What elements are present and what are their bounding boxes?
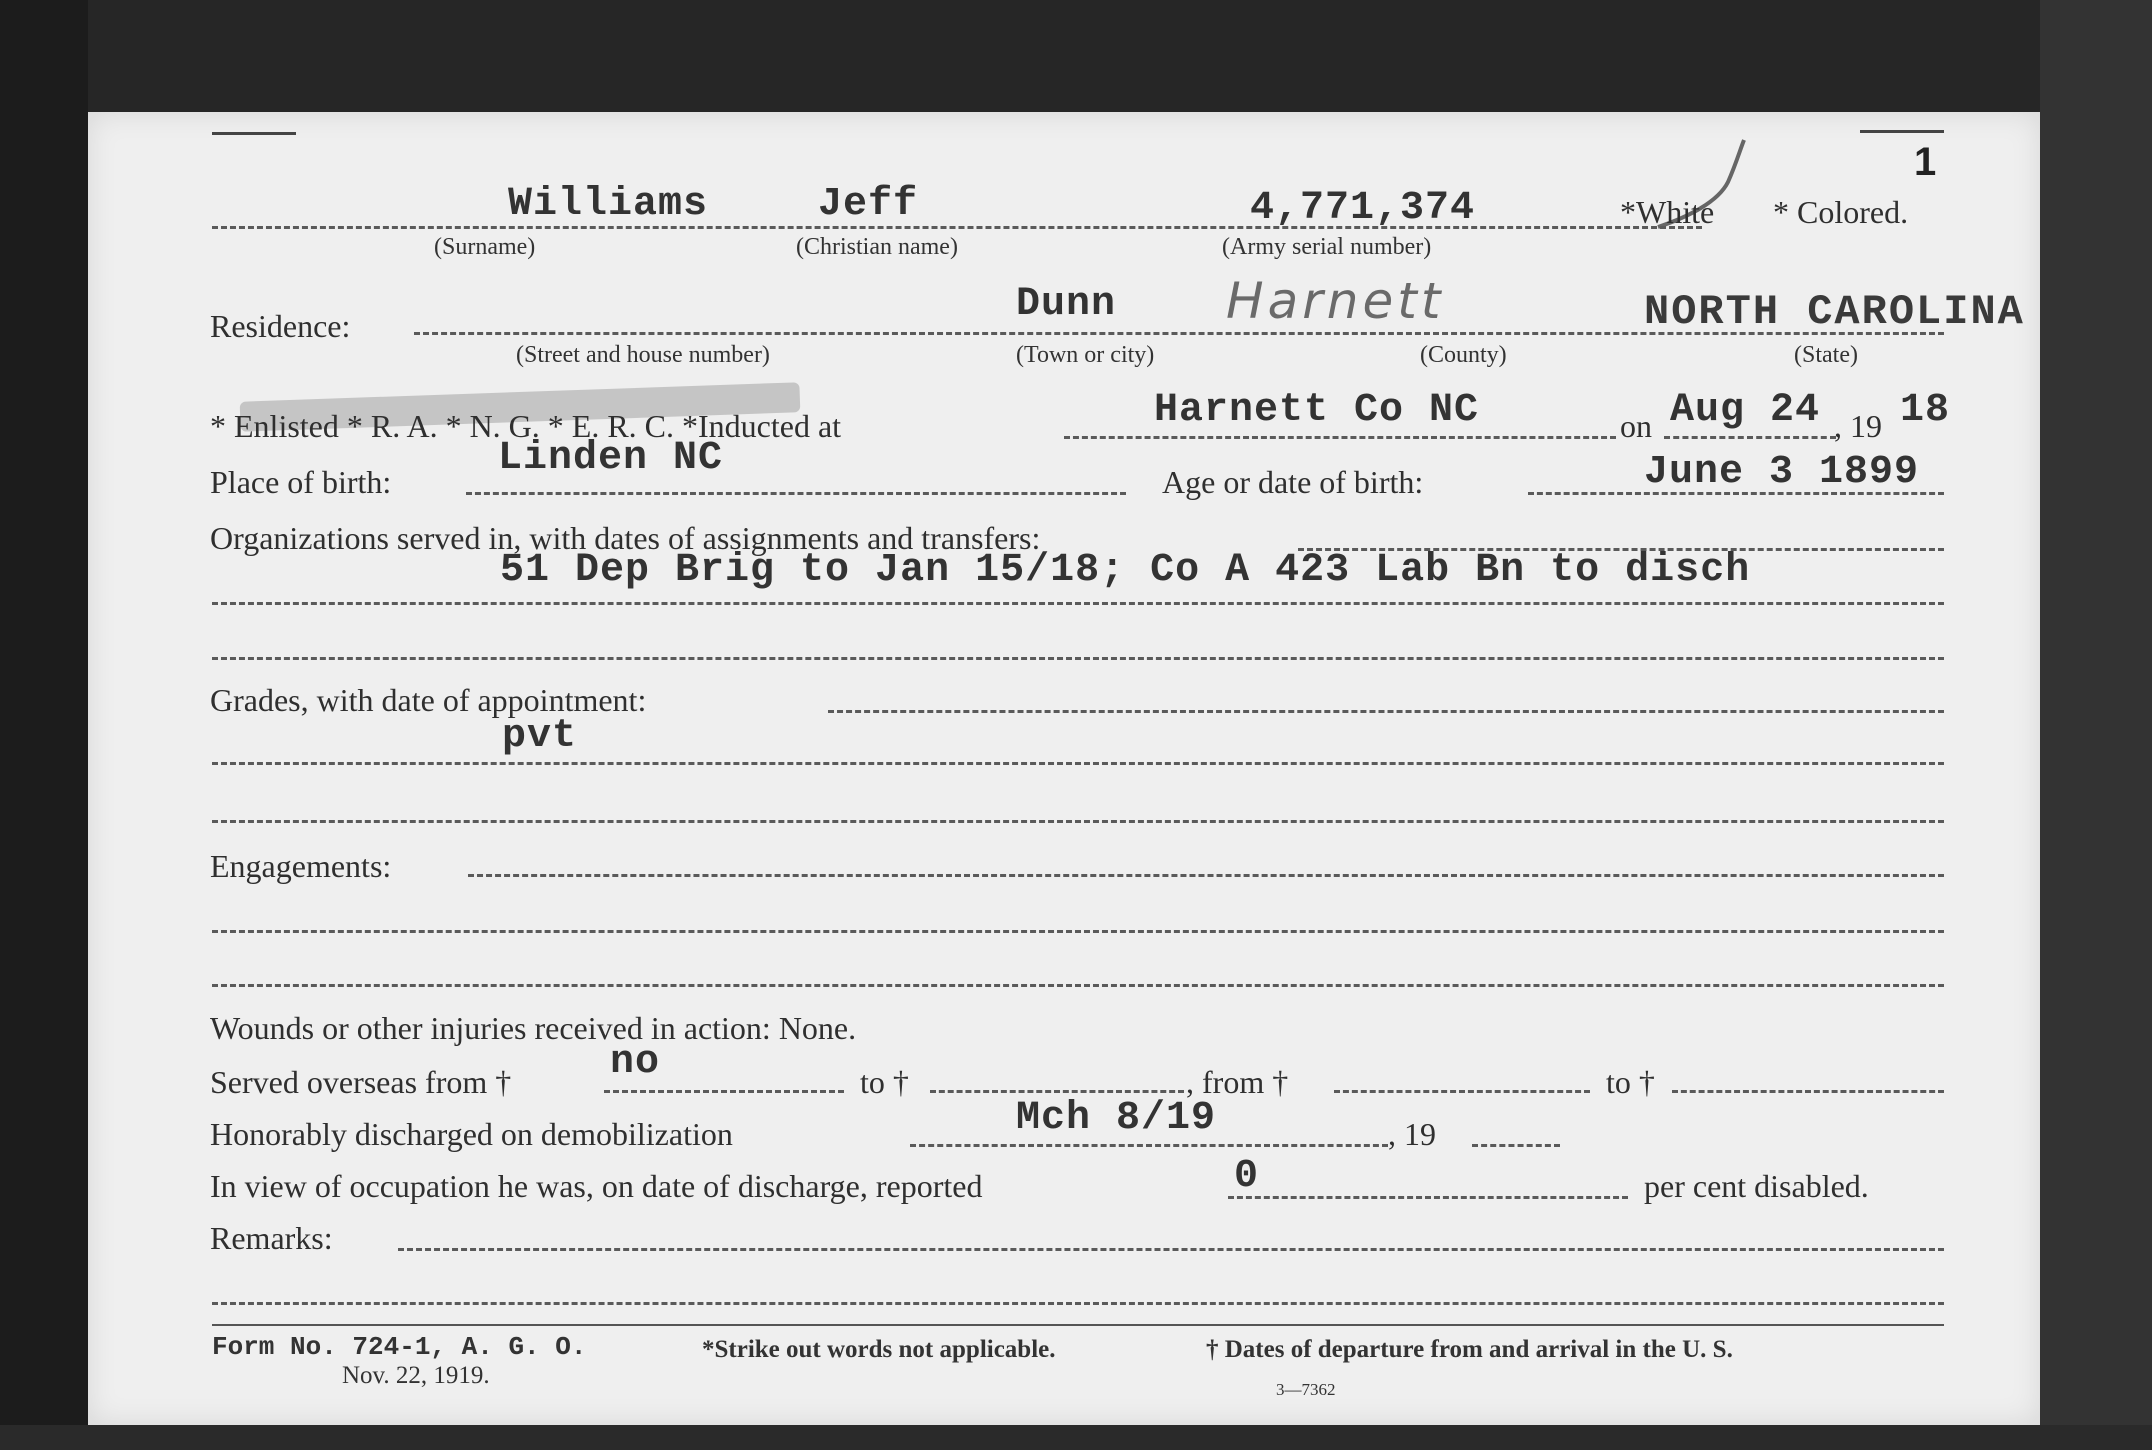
discharge-date-value: Mch 8/19 [1016, 1096, 1217, 1141]
enlistment-date-value: Aug 24 [1670, 388, 1821, 433]
discharge-year-line [1472, 1144, 1560, 1147]
enlistment-year-value: 18 [1900, 388, 1951, 433]
footer-rule [212, 1324, 1944, 1326]
state-value: NORTH CAROLINA [1644, 288, 2025, 336]
serial-number-value: 4,771,374 [1250, 186, 1476, 231]
grades-line-1 [828, 710, 1944, 713]
overseas-to-line [930, 1090, 1184, 1093]
town-caption: (Town or city) [1016, 342, 1155, 368]
card-number: 1 [1914, 140, 1937, 184]
discharge-year-prefix: , 19 [1388, 1116, 1436, 1152]
enlistment-date-line [1664, 436, 1836, 439]
overseas-from2-line [1334, 1090, 1590, 1093]
overseas-to2-label: to † [1606, 1064, 1655, 1100]
grades-line-2 [212, 762, 1944, 765]
disability-label: In view of occupation he was, on date of discharge, reported [210, 1168, 983, 1204]
overseas-to-label: to † [860, 1064, 909, 1100]
place-of-birth-line [466, 492, 1126, 495]
scan-background-right [2040, 0, 2152, 1450]
state-caption: (State) [1794, 342, 1858, 368]
grades-label: Grades, with date of appointment: [210, 682, 647, 718]
surname-caption: (Surname) [434, 234, 536, 260]
overseas-from-line [604, 1090, 844, 1093]
overseas-from-label: Served overseas from † [210, 1064, 512, 1100]
scan-background-left [0, 0, 88, 1450]
age-label: Age or date of birth: [1162, 464, 1424, 500]
discharge-label: Honorably discharged on demobilization [210, 1116, 733, 1152]
engagements-line-1 [468, 874, 1944, 877]
print-code: 3—7362 [1276, 1380, 1336, 1399]
remarks-line-1 [398, 1248, 1944, 1251]
serial-number-caption: (Army serial number) [1222, 234, 1432, 260]
birth-date-line [1528, 492, 1944, 495]
grades-value: pvt [502, 714, 578, 759]
remarks-line-2 [212, 1302, 1944, 1305]
grades-line-3 [212, 820, 1944, 823]
residence-line [414, 332, 1944, 335]
christian-name-value: Jeff [818, 182, 919, 227]
strike-out-note: *Strike out words not applicable. [702, 1336, 1056, 1363]
scan-background-bottom [0, 1425, 2152, 1450]
overseas-value: no [610, 1040, 661, 1085]
residence-label: Residence: [210, 308, 351, 344]
county-caption: (County) [1420, 342, 1507, 368]
overseas-from2-label: , from † [1186, 1064, 1289, 1100]
engagements-line-2 [212, 930, 1944, 933]
form-date: Nov. 22, 1919. [342, 1362, 490, 1389]
place-of-birth-value: Linden NC [498, 436, 724, 481]
wounds-label: Wounds or other injuries received in action: None. [210, 1010, 857, 1046]
surname-value: Williams [508, 182, 709, 227]
scan-background-top [0, 0, 2152, 112]
on-label: on [1620, 408, 1652, 444]
place-of-birth-label: Place of birth: [210, 464, 392, 500]
organizations-line-3 [212, 657, 1944, 660]
disability-line [1228, 1196, 1628, 1199]
organizations-label: Organizations served in, with dates of assignments and transfers: [210, 520, 1041, 556]
overseas-to2-line [1672, 1090, 1944, 1093]
form-number: Form No. 724-1, A. G. O. [212, 1332, 587, 1362]
corner-rule-right [1860, 130, 1944, 133]
enlistment-year-prefix: , 19 [1834, 408, 1882, 444]
birth-date-value: June 3 1899 [1644, 450, 1920, 495]
enlistment-options-label: * Enlisted * R. A. * N. G. * E. R. C. *Inducted at [210, 408, 842, 444]
inducted-at-line [1064, 436, 1616, 439]
street-caption: (Street and house number) [516, 342, 770, 368]
corner-rule-left [212, 132, 296, 135]
name-line [212, 226, 1702, 229]
engagements-label: Engagements: [210, 848, 392, 884]
discharge-date-line [910, 1144, 1388, 1147]
organizations-line-2 [212, 602, 1944, 605]
white-option: *White [1620, 194, 1715, 230]
christian-name-caption: (Christian name) [796, 234, 958, 260]
town-value: Dunn [1016, 282, 1117, 327]
county-handwritten-value: Harnett [1226, 272, 1445, 330]
dates-note: † Dates of departure from and arrival in the U. S. [1206, 1336, 1733, 1363]
organizations-value: 51 Dep Brig to Jan 15/18; Co A 423 Lab Bn to disch [500, 548, 1751, 593]
remarks-label: Remarks: [210, 1220, 333, 1256]
inducted-at-value: Harnett Co NC [1154, 388, 1480, 433]
colored-option: * Colored. [1773, 194, 1909, 230]
service-record-card [88, 112, 2040, 1425]
disability-value: 0 [1234, 1154, 1260, 1199]
disability-suffix: per cent disabled. [1644, 1168, 1869, 1204]
engagements-line-3 [212, 984, 1944, 987]
